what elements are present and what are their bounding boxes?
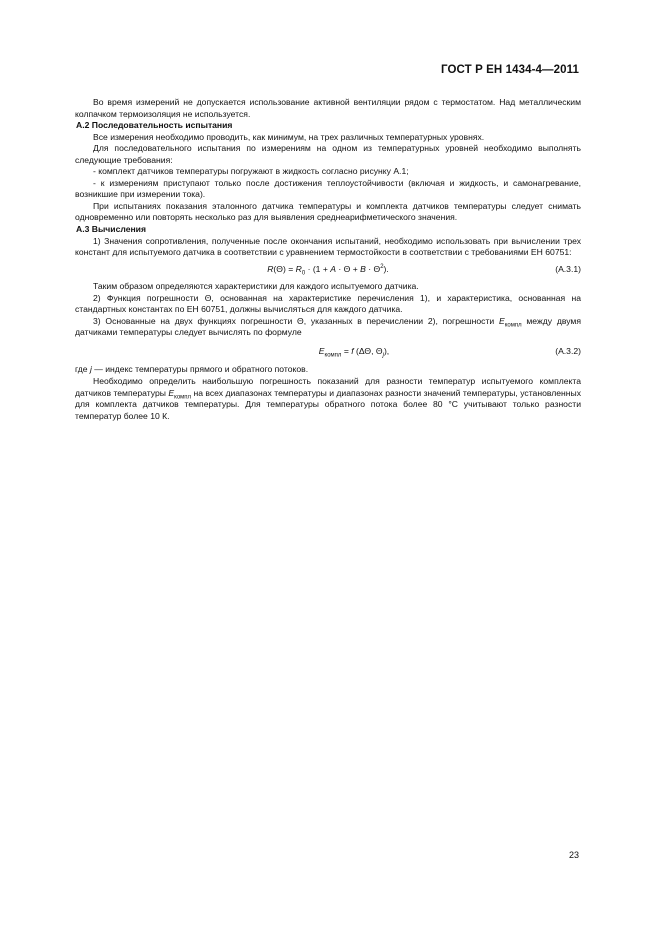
- paragraph-index-j: где j — индекс температуры прямого и обратного потоков.: [75, 364, 309, 375]
- page-number: 23: [568, 850, 579, 860]
- formula-a31-expression: $R(\Theta) = R_0 \cdot (1 + A \cdot \Theta + B \cdot \Theta^2)$.: [267, 263, 389, 277]
- paragraph-requirements: Для последовательного испытания по измерениям на одном из температурных уровней необходимо выполнять следующие требования:: [75, 143, 581, 165]
- section-heading-a2: А.2 Последовательность испытания: [76, 120, 233, 131]
- formula-a31-number: (А.3.1): [555, 263, 581, 274]
- paragraph-levels: Все измерения необходимо проводить, как минимум, на трех различных температурных уровнях.: [93, 131, 485, 142]
- paragraph-ventilation: Во время измерений не допускается использование активной вентиляции рядом с термостатом. Над металлическим колпачком термоизоляция не используется.: [75, 97, 581, 119]
- paragraph-max-error: Необходимо определить наибольшую погрешность показаний для разности температур испытуемого комплекта датчиков температуры $E_{компл}$ на всех диапазонах температуры и диапазонах разности значений температуры, установленных для комплекта датчиков температуры. Для температуры обратного потока более 80 °С учитывают только разности температур более 10 К.: [75, 376, 581, 421]
- formula-a32: [75, 346, 581, 358]
- paragraph-characteristics: Таким образом определяются характеристики для каждого испытуемого датчика.: [93, 281, 419, 292]
- list-item-stability: - к измерениям приступают только после достижения теплоустойчивости (включая и жидкость, и самонагревание, возникшие при измерении тока).: [75, 177, 581, 200]
- paragraph-resistance: 1) Значения сопротивления, полученные после окончания испытаний, необходимо использовать при вычислении трех констант для испытуемого датчика в соответствии с уравнением термостойкости в соответствии с требованиями ЕН 60751:: [75, 235, 581, 258]
- paragraph-error-function: 2) Функция погрешности Θ, основанная на характеристике перечисления 1), и характеристика, основанная на стандартных константах по ЕН 60751, должны вычисляться для каждого датчика.: [75, 292, 581, 315]
- document-body: [75, 97, 581, 422]
- list-item-immersion: - комплект датчиков температуры погружают в жидкость согласно рисунку А.1;: [93, 166, 409, 177]
- paragraph-readings: При испытаниях показания эталонного датчика температуры и комплекта датчиков температуры следует снимать одновременно или повторять несколько раз для выявления среднеарифметического значения.: [75, 200, 581, 223]
- formula-a32-expression: $E_{компл} = f$ (ΔΘ, $\Theta_j$),: [318, 345, 390, 359]
- formula-a32-number: (А.3.2): [555, 345, 581, 356]
- document-code: ГОСТ Р ЕН 1434-4—2011: [441, 64, 579, 76]
- formula-a31: [75, 264, 581, 276]
- section-heading-a3: А.3 Вычисления: [76, 224, 146, 235]
- paragraph-error-between: 3) Основанные на двух функциях погрешности Θ, указанных в перечислении 2), погрешности $E_{компл}$ между двумя датчиками температуры следует вычислять по формуле: [75, 315, 581, 338]
